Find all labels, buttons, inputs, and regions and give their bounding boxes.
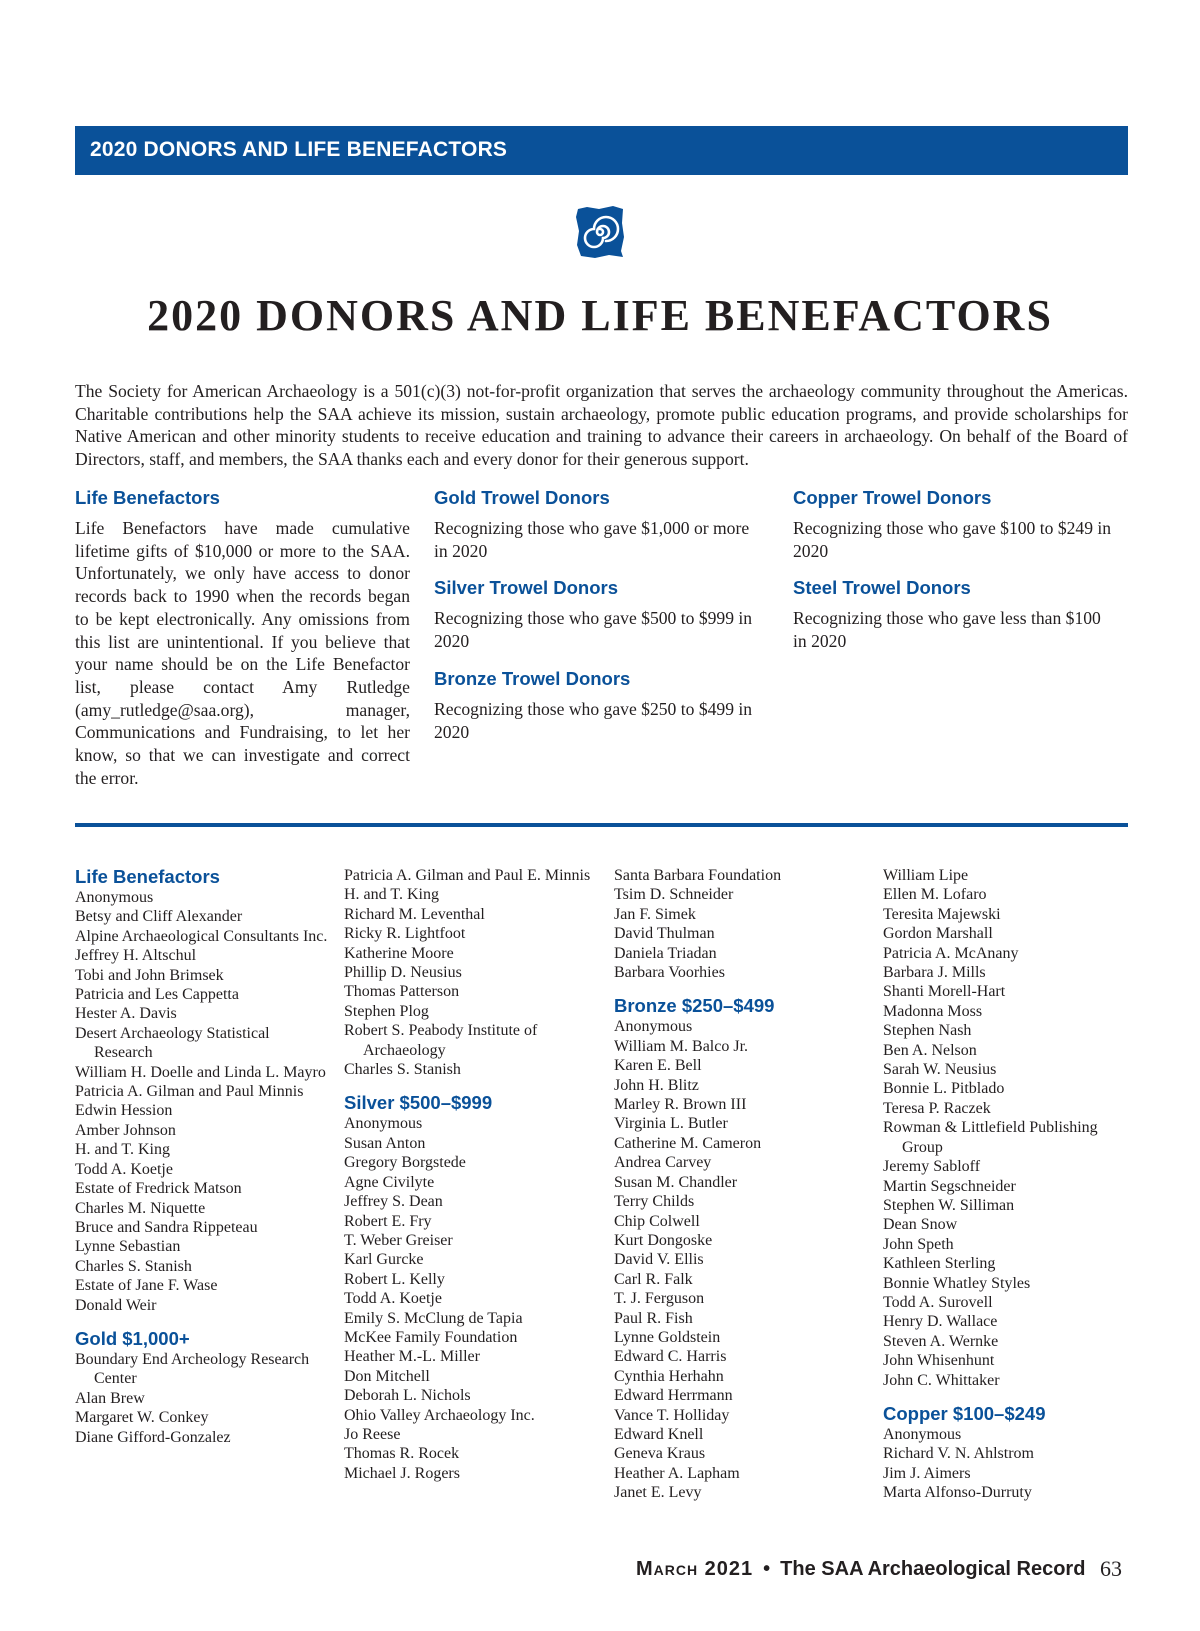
donor-name: Tsim D. Schneider: [614, 886, 734, 904]
donor-name: T. J. Ferguson: [614, 1290, 705, 1308]
donor-name: Diane Gifford-Gonzalez: [75, 1428, 231, 1446]
page-footer: [636, 1558, 1085, 1581]
tier-text-bronze: Recognizing those who gave $250 to $499 in 2020: [434, 698, 753, 742]
tier-text-life: Life Benefactors have made cumulative lifetime gifts of $10,000 or more to the SAA. Unfortunately, we only have access to donor records back to 1990 when the records began to be kept electronically. Any omissions from this list are unintentional. If you believe that your name should be on the Life Benefactor list, please contact Amy Rutledge (amy_rutledge@saa.org), manager, Communications and Fundraising, to let her know, so that we can investigate and correct the error.: [75, 518, 410, 788]
donor-name: Lynne Sebastian: [75, 1238, 181, 1256]
donor-name: H. and T. King: [344, 886, 439, 904]
donor-name: Barbara J. Mills: [883, 964, 986, 982]
tier-heading-gold: Gold Trowel Donors: [434, 487, 610, 508]
donor-name: Andrea Carvey: [614, 1154, 712, 1172]
donor-name: Bonnie Whatley Styles: [883, 1274, 1031, 1292]
donor-name: Boundary End Archeology Research Center: [75, 1350, 310, 1388]
donor-name: Estate of Jane F. Wase: [75, 1277, 218, 1295]
donor-name: Richard V. N. Ahlstrom: [883, 1445, 1034, 1463]
donor-name: Janet E. Levy: [614, 1484, 702, 1502]
donor-name: T. Weber Greiser: [344, 1231, 453, 1249]
donor-name: Stephen Nash: [883, 1022, 972, 1040]
donor-name: Jim J. Aimers: [883, 1464, 971, 1482]
donor-name: Richard M. Leventhal: [344, 905, 485, 923]
donor-list-silver: [344, 1114, 599, 1483]
donor-name: Alpine Archaeological Consultants Inc.: [75, 927, 328, 945]
donor-name: Tobi and John Brimsek: [75, 966, 224, 984]
list-heading-silver: Silver $500–$999: [344, 1092, 493, 1114]
donor-name: Patricia A. Gilman and Paul E. Minnis: [344, 867, 591, 884]
donor-name: Steven A. Wernke: [883, 1332, 999, 1350]
footer-bullet: •: [763, 1558, 771, 1580]
tier-text-silver: Recognizing those who gave $500 to $999 in 2020: [434, 608, 753, 652]
donor-name: Katherine Moore: [344, 944, 454, 962]
list-heading-gold: Gold $1,000+: [75, 1327, 190, 1349]
donor-name: David Thulman: [614, 925, 715, 943]
donor-name: Agne Civilyte: [344, 1173, 435, 1191]
donor-name: Kurt Dongoske: [614, 1231, 713, 1249]
donor-name: Heather A. Lapham: [614, 1464, 740, 1482]
donor-name: Stephen W. Silliman: [883, 1196, 1015, 1214]
donor-list-copper: [883, 1425, 1138, 1503]
donor-name: Betsy and Cliff Alexander: [75, 908, 243, 926]
donor-name: Shanti Morell-Hart: [883, 983, 1006, 1001]
donor-name: Karl Gurcke: [344, 1251, 424, 1269]
donor-name: Susan Anton: [344, 1134, 426, 1152]
donor-name: Martin Segschneider: [883, 1177, 1016, 1195]
donor-name: Amber Johnson: [75, 1121, 176, 1139]
tier-text-copper: Recognizing those who gave $100 to $249 in 2020: [793, 518, 1112, 561]
tier-heading-bronze: Bronze Trowel Donors: [434, 667, 631, 689]
donor-name: Barbara Voorhies: [614, 964, 725, 982]
donor-name: Vance T. Holliday: [614, 1406, 730, 1424]
donor-name: Jan F. Simek: [614, 905, 696, 923]
donor-name: John H. Blitz: [614, 1076, 699, 1094]
donor-name: Thomas Patterson: [344, 983, 460, 1001]
donor-name: Anonymous: [614, 1018, 693, 1036]
donor-name: William Lipe: [883, 867, 969, 884]
page-title: 2020 DONORS AND LIFE BENEFACTORS: [147, 291, 1053, 340]
donor-name: Thomas R. Rocek: [344, 1445, 460, 1463]
donor-name: John Whisenhunt: [883, 1352, 995, 1370]
intro-paragraph: The Society for American Archaeology is a 501(c)(3) not-for-profit organization that serves the archaeology community throughout the Americas. Charitable contributions help the SAA achieve its mission, sustain archaeology, promote public education programs, and provide scholarships for Native American and other minority students to receive education and training to advance their careers in archaeology. On behalf of the Board of Directors, staff, and members, the SAA thanks each and every donor for their generous support.: [75, 381, 1128, 470]
donor-name: Robert S. Peabody Institute of Archaeology: [344, 1022, 538, 1059]
spiral-logo-icon: [575, 205, 625, 259]
donor-name: Carl R. Falk: [614, 1270, 693, 1288]
donor-name: John Speth: [883, 1235, 954, 1253]
donor-list-gold: [75, 1350, 330, 1447]
donor-name: Desert Archaeology Statistical Research: [75, 1024, 270, 1062]
donor-name: Edward Knell: [614, 1425, 704, 1443]
donor-name: Bonnie L. Pitblado: [883, 1080, 1005, 1098]
donor-column-3: [614, 866, 869, 1503]
donor-name: Daniela Triadan: [614, 944, 717, 962]
donor-name: Patricia A. Gilman and Paul Minnis: [75, 1083, 304, 1101]
tier-column-1: [75, 486, 410, 803]
donor-column-2: [344, 866, 599, 1483]
donor-name: Donald Weir: [75, 1296, 157, 1314]
donor-name: Marley R. Brown III: [614, 1096, 747, 1114]
donor-name: Jeffrey S. Dean: [344, 1193, 443, 1211]
tier-heading-life: Life Benefactors: [75, 487, 220, 508]
section-divider: [75, 823, 1128, 827]
donor-name: Anonymous: [75, 889, 154, 906]
donor-name: William H. Doelle and Linda L. Mayro: [75, 1063, 326, 1081]
donor-name: Alan Brew: [75, 1389, 145, 1407]
donor-name: Jo Reese: [344, 1425, 401, 1443]
tier-heading-silver: Silver Trowel Donors: [434, 577, 619, 599]
donor-name: Heather M.-L. Miller: [344, 1348, 480, 1366]
donor-name: Bruce and Sandra Rippeteau: [75, 1218, 258, 1236]
tier-column-3: [793, 486, 1113, 667]
donor-name: Dean Snow: [883, 1216, 958, 1234]
donor-name: Teresita Majewski: [883, 905, 1001, 923]
donor-name: Emily S. McClung de Tapia: [344, 1309, 523, 1327]
list-heading-life: Life Benefactors: [75, 866, 220, 887]
donor-name: Charles M. Niquette: [75, 1199, 206, 1217]
donor-name: Todd A. Koetje: [75, 1160, 173, 1178]
donor-name: Edwin Hession: [75, 1102, 173, 1120]
donor-name: Karen E. Bell: [614, 1057, 702, 1075]
page-number: 63: [1100, 1556, 1122, 1581]
donor-name: Stephen Plog: [344, 1002, 429, 1020]
donor-name: Teresa P. Raczek: [883, 1099, 991, 1117]
donor-name: Ellen M. Lofaro: [883, 886, 987, 904]
donor-name: Gregory Borgstede: [344, 1154, 466, 1172]
donor-name: Phillip D. Neusius: [344, 964, 462, 982]
list-heading-copper: Copper $100–$249: [883, 1402, 1046, 1424]
donor-name: Anonymous: [883, 1425, 962, 1443]
donor-name: Kathleen Sterling: [883, 1255, 996, 1273]
donor-name: Todd A. Surovell: [883, 1293, 993, 1311]
donor-name: Virginia L. Butler: [614, 1115, 728, 1133]
donor-name: Henry D. Wallace: [883, 1313, 998, 1331]
donor-name: Todd A. Koetje: [344, 1290, 442, 1308]
donor-name: Edward C. Harris: [614, 1348, 727, 1366]
donor-name: Jeffrey H. Altschul: [75, 947, 197, 965]
tier-heading-steel: Steel Trowel Donors: [793, 577, 971, 599]
donor-name: Catherine M. Cameron: [614, 1134, 762, 1152]
donor-name: Robert L. Kelly: [344, 1270, 445, 1288]
donor-name: Geneva Kraus: [614, 1445, 706, 1463]
donor-name: McKee Family Foundation: [344, 1328, 518, 1346]
donor-name: Ohio Valley Archaeology Inc.: [344, 1406, 535, 1424]
donor-list-gold-continued: [344, 866, 599, 1079]
donor-name: Marta Alfonso-Durruty: [883, 1484, 1032, 1502]
donor-name: Terry Childs: [614, 1193, 695, 1211]
donor-name: Patricia A. McAnany: [883, 944, 1019, 962]
footer-month: March 2021: [636, 1558, 754, 1580]
donor-name: Don Mitchell: [344, 1367, 430, 1385]
tier-column-2: [434, 486, 754, 757]
donor-name: Madonna Moss: [883, 1002, 983, 1020]
banner-title: 2020 DONORS AND LIFE BENEFACTORS: [90, 138, 508, 161]
donor-list-bronze-continued: [883, 866, 1138, 1390]
donor-list-bronze: [614, 1017, 869, 1502]
donor-name: Cynthia Herhahn: [614, 1367, 724, 1385]
tier-text-gold: Recognizing those who gave $1,000 or more in 2020: [434, 518, 750, 561]
donor-name: Susan M. Chandler: [614, 1173, 738, 1191]
donor-name: Edward Herrmann: [614, 1387, 733, 1405]
donor-name: Charles S. Stanish: [75, 1257, 192, 1275]
donor-name: Hester A. Davis: [75, 1005, 177, 1023]
section-banner: [75, 126, 1128, 175]
donor-name: Charles S. Stanish: [344, 1061, 461, 1079]
donor-name: Deborah L. Nichols: [344, 1387, 471, 1405]
donor-column-1: [75, 866, 330, 1447]
donor-name: Margaret W. Conkey: [75, 1409, 209, 1427]
donor-name: Ricky R. Lightfoot: [344, 925, 466, 943]
donor-name: David V. Ellis: [614, 1251, 704, 1269]
donor-name: Michael J. Rogers: [344, 1464, 460, 1482]
donor-name: Lynne Goldstein: [614, 1328, 721, 1346]
donor-name: Anonymous: [344, 1115, 423, 1133]
footer-publication: The SAA Archaeological Record: [780, 1558, 1086, 1580]
donor-list-life: [75, 888, 330, 1315]
tier-heading-copper: Copper Trowel Donors: [793, 487, 992, 508]
donor-name: H. and T. King: [75, 1141, 170, 1159]
donor-name: Santa Barbara Foundation: [614, 867, 782, 884]
donor-column-4: [883, 866, 1138, 1503]
donor-name: William M. Balco Jr.: [614, 1037, 749, 1055]
donor-list-silver-continued: [614, 866, 869, 982]
donor-name: Estate of Fredrick Matson: [75, 1180, 242, 1198]
donor-name: Robert E. Fry: [344, 1212, 432, 1230]
donor-name: Paul R. Fish: [614, 1309, 693, 1327]
donor-name: Gordon Marshall: [883, 925, 993, 943]
list-heading-bronze: Bronze $250–$499: [614, 995, 775, 1017]
donor-name: Rowman & Littlefield Publishing Group: [883, 1119, 1098, 1156]
donor-name: Sarah W. Neusius: [883, 1061, 997, 1079]
donor-name: Chip Colwell: [614, 1212, 700, 1230]
donor-name: John C. Whittaker: [883, 1371, 1000, 1389]
donor-name: Ben A. Nelson: [883, 1041, 977, 1059]
donor-name: Patricia and Les Cappetta: [75, 986, 239, 1004]
tier-text-steel: Recognizing those who gave less than $100 in 2020: [793, 608, 1101, 652]
donor-name: Jeremy Sabloff: [883, 1158, 981, 1176]
